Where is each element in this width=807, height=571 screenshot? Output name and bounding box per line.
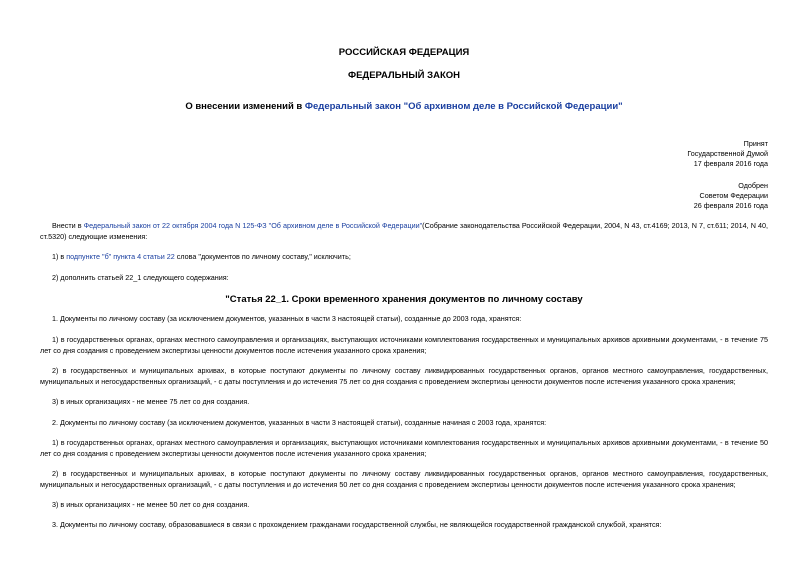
article-title: "Статья 22_1. Сроки временного хранения документов по личному составу [225, 294, 583, 305]
item1-link[interactable]: подпункте "б" пункта 4 статьи 22 [66, 252, 175, 261]
paragraph: 1) в государственных органах, органах местного самоуправления и организациях, выступающих источниками комплектования государственных и муниципальных архивов архивными документами, - в течение 75 лет со дня создания с проведением экспертизы ценности документов после истечения указанного срока хранения; [40, 335, 768, 355]
law-type-heading: ФЕДЕРАЛЬНЫЙ ЗАКОН [347, 70, 460, 81]
paragraph: 2. Документы по личному составу (за исключением документов, указанных в части 3 настоящей статьи), созданные начиная с 2003 года, хранятся: [52, 418, 547, 427]
paragraph: 2) в государственных и муниципальных архивах, в которые поступают документы по личному составу ликвидированных государственных органов, органов местного самоуправления, государственных, муниципальных и негосударственных организаций, - с даты поступления и до истечения 50 лет со дня создания с проведением экспертизы ценности документов после истечения указанного срока хранения; [40, 469, 768, 489]
adoption-accepted [687, 139, 768, 169]
item-2: 2) дополнить статьей 22_1 следующего содержания: [52, 273, 229, 282]
accepted-line: Принят [743, 139, 768, 148]
paragraph: 2) в государственных и муниципальных архивах, в которые поступают документы по личному составу ликвидированных государственных органов, органов местного самоуправления, государственных, муниципальных и негосударственных организаций, - с даты поступления и до истечения 75 лет со дня создания с проведением экспертизы ценности документов после истечения указанного срока хранения; [40, 366, 768, 386]
intro-paragraph [40, 221, 768, 242]
approved-line: Советом Федерации [699, 191, 768, 200]
title-prefix: О внесении изменений в [185, 101, 305, 112]
approved-line: Одобрен [738, 181, 768, 190]
item-1 [40, 252, 768, 263]
title-law-link[interactable]: Федеральный закон "Об архивном деле в Российской Федерации" [304, 101, 623, 112]
accepted-line: 17 февраля 2016 года [693, 159, 768, 168]
paragraph: 3. Документы по личному составу, образовавшиеся в связи с прохождением гражданами государственной службы, не являющейся государственной гражданской службой, хранятся: [52, 520, 662, 529]
law-title [40, 101, 768, 112]
paragraph: 3) в иных организациях - не менее 75 лет со дня создания. [52, 397, 250, 406]
accepted-line: Государственной Думой [687, 149, 768, 158]
paragraph: 1. Документы по личному составу (за исключением документов, указанных в части 3 настоящей статьи), созданные до 2003 года, хранятся: [52, 314, 522, 323]
item1-after: слова "документов по личному составу," исключить; [174, 252, 351, 261]
item1-before: 1) в [52, 252, 67, 261]
intro-law-link[interactable]: Федеральный закон от 22 октября 2004 года N 125-ФЗ "Об архивном деле в Российской Федерации" [83, 221, 423, 230]
intro-before: Внести в [52, 221, 84, 230]
adoption-approved [694, 181, 768, 211]
paragraph: 3) в иных организациях - не менее 50 лет со дня создания. [52, 500, 250, 509]
paragraph: 1) в государственных органах, органах местного самоуправления и организациях, выступающих источниками комплектования государственных и муниципальных архивов архивными документами, - в течение 50 лет со дня создания с проведением экспертизы ценности документов после истечения указанного срока хранения; [40, 438, 768, 458]
approved-line: 26 февраля 2016 года [693, 201, 768, 210]
intro-after: (Собрание законодательства Российской Федерации, 2004, N 43, ст.4169; 2013, N 7, ст.611; 2014, N 40, ст.5320) следующие изменения: [40, 221, 768, 241]
country-heading: РОССИЙСКАЯ ФЕДЕРАЦИЯ [338, 47, 470, 58]
